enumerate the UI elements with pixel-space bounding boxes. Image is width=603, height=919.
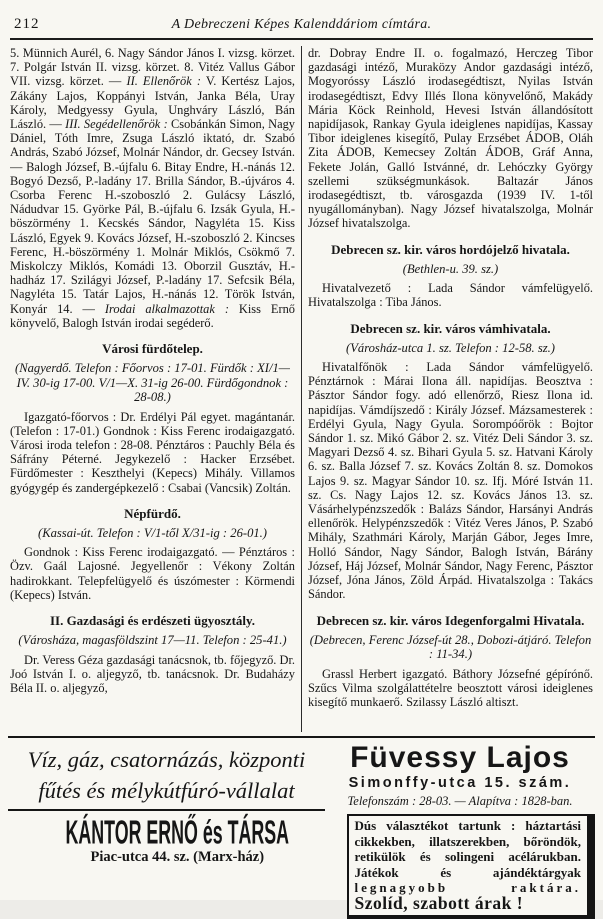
section-body: Igazgató-főorvos : Dr. Erdélyi Pál egyet. magántanár. (Telefon : 17-01.) Gondnok : Kiss Ferenc irodaigazgató. Városi iroda telefon : 28-08. Pénztáros : Pauchly Béla és Sáfrány Péterné. Jegykezelő : Hacker Erzsébet. Fürdőmester : Keszthelyi (Kepecs) Mihály. Villamos gyógygép és zandergépkezelő : Csabai (Vancsik) Zoltán. (10, 409, 295, 495)
paragraph-staff: dr. Dobray Endre II. o. fogalmazó, Herczeg Tibor gazdasági intéző, Muraközy Andor gazdasági intéző, Mogyoróssy László irodasegédtiszt, Nyilas István irodasegédtiszt, Edvy Illés Ilona könyvelőnő, Makády Mária Köck Reinhold, Hevesi István állandósított napidíjasok, Rankay Gyula ideiglenes napidíjas, Kassay Tibor ideiglenes kisegítő, Pulay Erzsébet ÁDOB, Oláh Zita ÁDOB, Kemecsey Zoltán ÁDOB, Gráf Anna, Fekete Jolán, Galló Istvánné, dr. Lehóczky György szellemi szükségmunkások. Baltazár János irodasegédtiszt, tb. városgazda (1939 IV. 1-től nyugállományban). Nagy József hivatalszolga, Molnár József hivatalszolga. (308, 46, 593, 231)
ad-row-bottom (8, 814, 595, 919)
section-body: Gondnok : Kiss Ferenc irodaigazgató. — Pénztáros : Özv. Gaál Lajosné. Jegyellenőr : Vékony Zoltán hadirokkant. Telepfelügyelő és úszómester : Körmendi (Kepecs) István. (10, 545, 295, 602)
ad-row-top (8, 742, 595, 811)
section-body: Dr. Veress Géza gazdasági tanácsnok, tb. főjegyző. Dr. Joó István I. o. aljegyző, tb. tanácsnok. Dr. Budaházy Béla II. o. aljegyző, (10, 652, 295, 695)
ad-kantor-name: KÁNTOR ERNŐ és TÁRSA (65, 813, 289, 851)
page-number: 212 (14, 16, 40, 32)
section-body: Hivatalfőnök : Lada Sándor vámfelügyelő. Pénztárnok : Márai Ilona áll. napidíjas. Beosztva : Pásztor Sándor fogy. adó ellenőrző, Riesz Ilona id. napidíjas. Vámdíjszedő : Király József. Mázsamesterek : Erdélyi Gyula, Nagy Gyula. Sorompóőrök : Bojtor Sándor 1. sz. Mikó Gábor 2. sz. Vitéz Deli Sándor 3. sz. Magyari Dezső 4. sz. Bihari Gyula 5. sz. Hatvani Károly 6. sz. Balla József 7. sz. Kovács Zoltán 8. sz. Domokos Lajos 9. sz. Magyar Sándor 10. sz. Ifj. Móré István 11. sz. Cs. Nagy Lajos 12. sz. Kovács János 13. sz. Vásárhelypénzszedők : Balázs Sándor, Harsányi András ellenőrök. Helypénzszedők : Vitéz Veres János, P. Szabó Mihály, Szathmári Károly, Marján Gábor, Jeges Imre, Holló Sándor, Nagy Sándor, Balogh István, Bárány József, Háj József, Molnár Sándor, Nagy Ferenc, Pásztor József, Jóna János, Zöld Árpád. Hivatalszolga : Takács Sándor. (308, 360, 593, 602)
ad-kantor-address: Piac-utca 44. sz. (Marx-ház) (90, 849, 265, 865)
section-title-vamhivatal: Debrecen sz. kir. város vámhivatala. (350, 320, 551, 336)
right-column (308, 46, 593, 732)
section-title-furdotelep: Városi fürdőtelep. (102, 341, 203, 357)
ad-kantor-spread-text: legnagyobb raktára. (354, 880, 581, 895)
left-column (10, 46, 295, 732)
section-title-ugyosztaly: II. Gazdasági és erdészeti ügyosztály. (49, 613, 256, 629)
section-address: (Kassai-út. Telefon : V/1-től X/31-ig : 26-01.) (38, 525, 267, 540)
ad-fuvessy-lajos (325, 742, 595, 811)
section-address: (Debrecen, Ferenc József-út 28., Dobozi-átjáró. Telefon : 11-34.) (309, 632, 592, 661)
advertisement-area (8, 736, 595, 919)
ad-kantor-offer-box (347, 814, 595, 919)
ad-fuvessy-phone: Telefonszám : 28-03. — Alapítva : 1828-ban. (347, 794, 573, 808)
ad-plumbing-company (8, 742, 325, 811)
ad-plumbing-line2: fűtés és mélykútfúró-vállalat (38, 778, 295, 803)
text-run-italic: III. Segédellenőrök : (65, 117, 168, 132)
ad-kantor-lead: Dús választékot tartunk : (354, 818, 516, 833)
ad-fuvessy-name: Füvessy Lajos (350, 741, 570, 774)
ad-kantor-identity (8, 814, 347, 919)
ad-kantor-slogan: Szolíd, szabott árak ! (354, 892, 524, 913)
section-body: Hivatalvezető : Lada Sándor vámfelügyelő. Hivatalszolga : Tiba János. (308, 281, 593, 310)
text-run: Csobánkán Simon, Nagy Dániel, Tóth Imre, Zsuga László iktató, dr. Szabó András, Szabó József, Molnár Nándor, dr. Gecsey István. — Balogh József, B.-újfalu 6. Bitay Endre, H.-nánás 12. Bogyó Dezső, P.-ladány 17. Brilla Sándor, B.-újváros 4. Csorba Ferenc H.-szoboszló 2. Gulácsy László, Nádudvar 15. Györke Pál, B.-újfalu 6. Izsák Gyula, H.-böszörmény 1. Kecskés Sándor, Nagyléta 15. Kiss László, Egyek 9. Kovács József, H.-szoboszló 2. Kincses Ferenc, H.-böszörmény 1. Molnár Miklós, Csökmő 7. Miskolczy Miklós, Komádi 13. Oborzil Gusztáv, H.-hadház 17. Szilágyi József, P.-ladány 17. Sefcsik Béla, Nagyléta 15. Tatár Lajos, H.-nánás 12. Török István, Konyár 14. — (10, 117, 295, 316)
running-title: A Debreczeni Képes Kalenddáriom címtára. (171, 17, 432, 32)
section-address: (Nagyerdő. Telefon : Főorvos : 17-01. Fürdők : XI/1—IV. 30-ig 17-00. V/1—X. 31-ig 26-00. Fürdőgondnok : 28-08.) (15, 361, 290, 405)
column-divider-rule (301, 46, 302, 732)
section-address: (Városháza, magasföldszint 17—11. Telefon : 25-41.) (18, 633, 287, 648)
section-body: Grassl Herbert igazgató. Báthory Józsefné gépírónő. Szűcs Vilma szolgálattételre beosztott városi ideiglenes kisegítő munkaerő. Szilassy László altiszt. (308, 666, 593, 709)
text-run: Kiss Ernő könyvelő, Balogh István irodai segéderő. (10, 301, 295, 330)
text-run: V. Kertész Lajos, Zákány Lajos, Koppányi István, Janka Béla, Uray Károly, Medgyessy Gyula, Unghváry László, Bán László. — (10, 74, 296, 132)
ad-kantor-items: háztartási cikkekben, illatszerekben, bőröndök, retikülök és solingeni acélárukban. Játékok és ajándéktárgyak (354, 818, 581, 880)
ad-plumbing-line1: Víz, gáz, csatornázás, központi (27, 747, 306, 772)
text-run-italic: Irodai alkalmazottak : (104, 301, 229, 316)
ad-fuvessy-address: Simonffy-utca 15. szám. (348, 775, 572, 791)
section-title-nepfurdo: Népfürdő. (124, 505, 181, 521)
paragraph-officials (10, 46, 295, 330)
text-run-italic: II. Ellenőrök : (126, 74, 201, 89)
section-address: (Bethlen-u. 39. sz.) (402, 261, 499, 276)
section-address: (Városház-utca 1. sz. Telefon : 12-58. sz.) (346, 340, 555, 355)
text-run: 5. Münnich Aurél, 6. Nagy Sándor János I. vizsg. körzet. 7. Polgár István II. vizsg. körzet. 8. Vitéz Vallus Gábor VII. vizsg. körzet. — (10, 46, 295, 89)
section-title-idegenforgalmi: Debrecen sz. kir. város Idegenforgalmi Hivatala. (316, 612, 585, 628)
page-header (10, 14, 593, 40)
two-column-body (10, 46, 593, 732)
section-title-hordojelzo: Debrecen sz. kir. város hordójelző hivatala. (331, 241, 570, 257)
